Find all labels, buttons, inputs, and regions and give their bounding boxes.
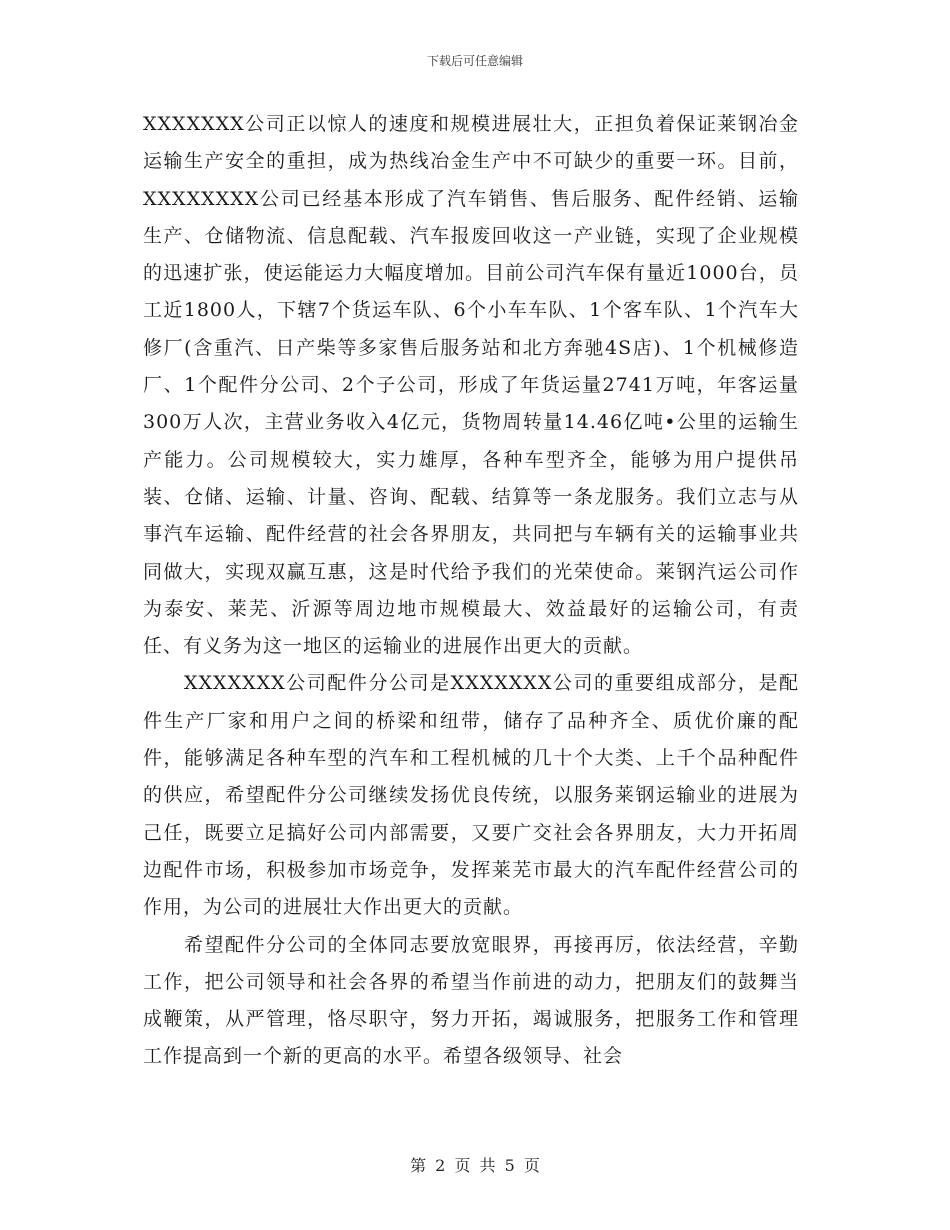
page-header: 下载后可任意编辑 — [426, 54, 523, 68]
page-number-footer: 第 2 页 共 5 页 — [410, 1156, 540, 1175]
paragraph-3: 希望配件分公司的全体同志要放宽眼界，再接再厉，依法经营，辛勤工作，把公司领导和社会各界的希望当作前进的动力，把朋友们的鼓舞当成鞭策，从严管理，恪尽职守，努力开拓，竭诚服务，把服务工作和管理工作提高到一个新的更高的水平。希望各级领导、社会 — [143, 933, 799, 1068]
paragraph-1: XXXXXXX公司正以惊人的速度和规模进展壮大，正担负着保证莱钢冶金运输生产安全的重担，成为热线冶金生产中不可缺少的重要一环。目前，XXXXXXXX公司已经基本形成了汽车销售、售后服务、配件经销、运输生产、仓储物流、信息配载、汽车报废回收这一产业链，实现了企业规模的迅速扩张，使运能运力大幅度增加。目前公司汽车保有量近1000台，员工近1800人，下辖7个货运车队、6个小车车队、1个客车队、1个汽车大修厂(含重汽、日产柴等多家售后服务站和北方奔驰4S店)、1个机械修造厂、1个配件分公司、2个子公司，形成了年货运量2741万吨，年客运量300万人次，主营业务收入4亿元，货物周转量14.46亿吨•公里的运输生产能力。公司规模较大，实力雄厚，各种车型齐全，能够为用户提供吊装、仓储、运输、计量、咨询、配载、结算等一条龙服务。我们立志与从事汽车运输、配件经营的社会各界朋友，共同把与车辆有关的运输事业共同做大，实现双赢互惠，这是时代给予我们的光荣使命。莱钢汽运公司作为泰安、莱芜、沂源等周边地市规模最大、效益最好的运输公司，有责任、有义务为这一地区的运输业的进展作出更大的贡献。 — [143, 113, 799, 658]
document-body — [143, 106, 799, 1076]
paragraph-2: XXXXXXX公司配件分公司是XXXXXXX公司的重要组成部分，是配件生产厂家和用户之间的桥梁和纽带，储存了品种齐全、质优价廉的配件，能够满足各种车型的汽车和工程机械的几十个大类、上千个品种配件的供应，希望配件分公司继续发扬优良传统，以服务莱钢运输业的进展为己任，既要立足搞好公司内部需要，又要广交社会各界朋友，大力开拓周边配件市场，积极参加市场竞争，发挥莱芜市最大的汽车配件经营公司的作用，为公司的进展壮大作出更大的贡献。 — [143, 672, 799, 919]
